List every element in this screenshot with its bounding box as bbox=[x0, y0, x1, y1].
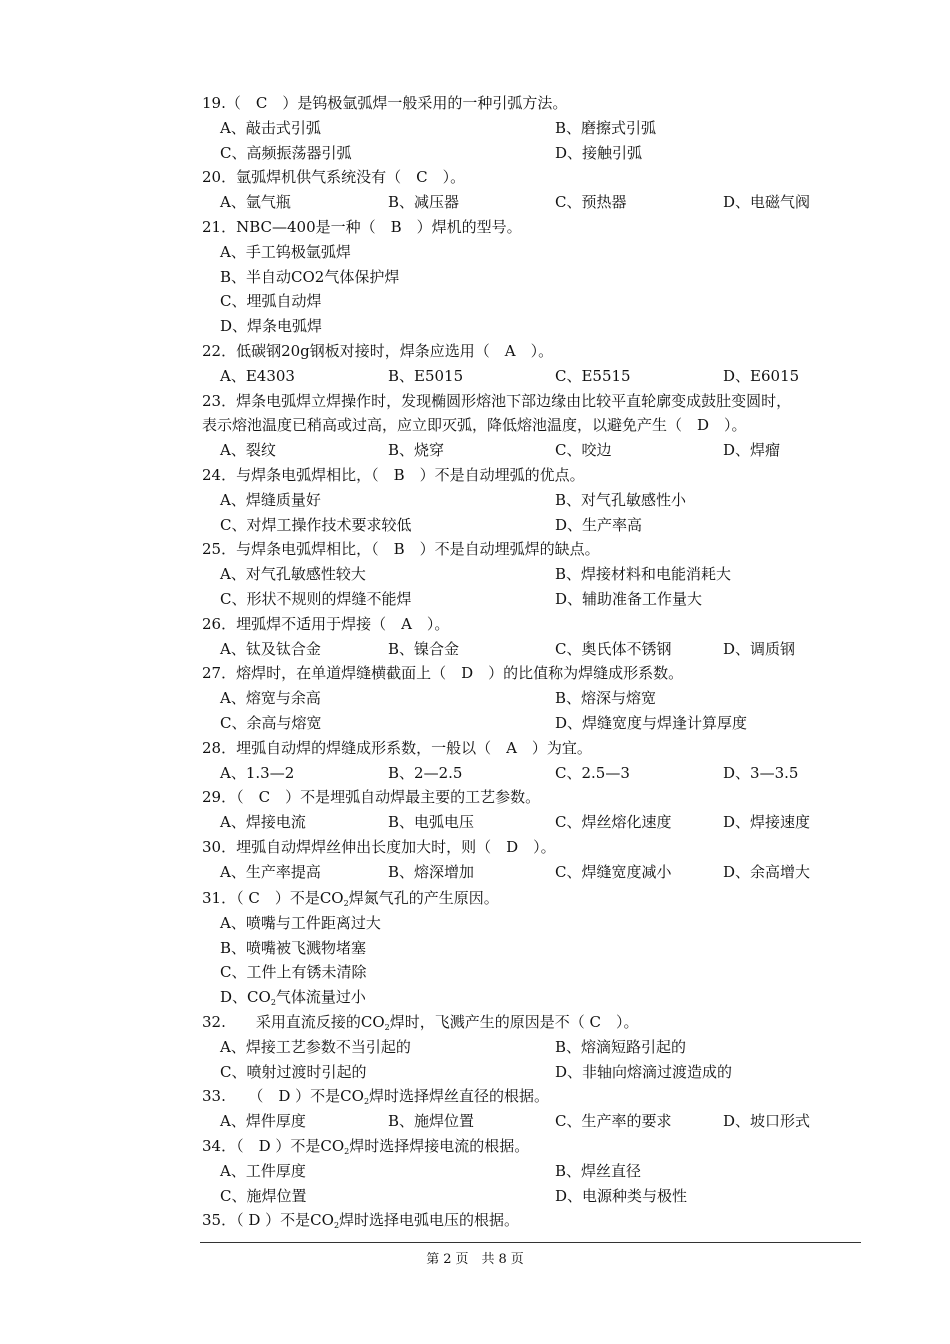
option: B、镍合金 bbox=[388, 639, 460, 658]
question-stem: 26．埋弧焊不适用于焊接（ A ）。 bbox=[202, 614, 450, 633]
option-row bbox=[202, 141, 862, 166]
question-31: 31．（ C ）不是$CO_2$焊氮气孔的产生原因。 bbox=[202, 889, 499, 908]
option-row bbox=[202, 860, 862, 885]
option: C、焊丝熔化速度 bbox=[555, 813, 672, 832]
option: C、高频振荡器引弧 bbox=[220, 143, 352, 162]
option-row bbox=[202, 438, 862, 463]
option: D、焊瘤 bbox=[723, 441, 781, 460]
footer-divider bbox=[200, 1242, 861, 1243]
option: D、辅助准备工作量大 bbox=[555, 589, 703, 608]
option: B、烧穿 bbox=[388, 441, 445, 460]
page-number: 2 bbox=[443, 1252, 452, 1267]
option: D、接触引弧 bbox=[555, 143, 643, 162]
option-row bbox=[202, 488, 862, 513]
option: A、裂纹 bbox=[220, 441, 276, 460]
option: B、2—2.5 bbox=[388, 763, 463, 782]
question-list bbox=[202, 91, 862, 885]
option: B、磨擦式引弧 bbox=[555, 118, 657, 137]
option: A、焊接工艺参数不当引起的 bbox=[220, 1037, 411, 1056]
option: A、生产率提高 bbox=[220, 862, 321, 881]
option: C、工件上有锈未清除 bbox=[220, 963, 367, 982]
option-row bbox=[202, 190, 862, 215]
option: B、电弧电压 bbox=[388, 813, 475, 832]
option: A、焊接电流 bbox=[220, 813, 306, 832]
option-row bbox=[202, 761, 862, 786]
option: A、E4303 bbox=[220, 366, 295, 385]
question-stem: 21．NBC—400是一种（ B ）焊机的型号。 bbox=[202, 217, 522, 236]
option: A、焊件厚度 bbox=[220, 1112, 306, 1131]
question-stem: 29．（ C ）不是埋弧自动焊最主要的工艺参数。 bbox=[202, 788, 541, 807]
option: B、喷嘴被飞溅物堵塞 bbox=[220, 938, 367, 957]
option: B、对气孔敏感性小 bbox=[555, 490, 687, 509]
question-34: 34．（ D ）不是$CO_2$焊时选择焊接电流的根据。 bbox=[202, 1136, 530, 1156]
question-stem: 24．与焊条电弧焊相比，（ B ）不是自动埋弧的优点。 bbox=[202, 465, 585, 484]
option: C、咬边 bbox=[555, 441, 612, 460]
question-33: 33. （ D ）不是$CO_2$焊时选择焊丝直径的根据。 bbox=[202, 1087, 550, 1107]
question-32: 32. 采用直流反接的$CO_2$焊时，飞溅产生的原因是不（ C ）。 bbox=[202, 1012, 639, 1032]
option: C、E5515 bbox=[555, 366, 631, 385]
option: D、电磁气阀 bbox=[723, 193, 811, 212]
option: A、钛及钛合金 bbox=[220, 639, 321, 658]
question-stem: 30．埋弧自动焊焊丝伸出长度加大时，则（ D ）。 bbox=[202, 837, 556, 856]
option: B、E5015 bbox=[388, 366, 464, 385]
question-35: 35．（ D ）不是$CO_2$焊时选择电弧电压的根据。 bbox=[202, 1211, 520, 1231]
question-stem-cont: 表示熔池温度已稍高或过高，应立即灭弧，降低熔池温度，以避免产生（ D ）。 bbox=[202, 416, 747, 435]
option: D、E6015 bbox=[723, 366, 800, 385]
option: B、减压器 bbox=[388, 193, 460, 212]
option-row bbox=[202, 116, 862, 141]
option: C、余高与熔宽 bbox=[220, 713, 322, 732]
option: C、焊缝宽度减小 bbox=[555, 862, 672, 881]
option: A、敲击式引弧 bbox=[220, 118, 321, 137]
question-stem: 23．焊条电弧焊立焊操作时，发现椭圆形熔池下部边缘由比较平直轮廓变成鼓肚变圆时， bbox=[202, 391, 792, 410]
option: B、半自动CO2气体保护焊 bbox=[220, 267, 400, 286]
option: A、工件厚度 bbox=[220, 1161, 306, 1180]
option: D、电源种类与极性 bbox=[555, 1186, 688, 1205]
option-row bbox=[202, 1060, 862, 1085]
option: C、2.5—3 bbox=[555, 763, 630, 782]
option: A、熔宽与余高 bbox=[220, 689, 321, 708]
question-stem: 27．熔焊时，在单道焊缝横截面上（ D ）的比值称为焊缝成形系数。 bbox=[202, 664, 684, 683]
option: D、$CO_2$气体流量过小 bbox=[220, 988, 366, 1008]
option: C、预热器 bbox=[555, 193, 627, 212]
option: A、手工钨极氩弧焊 bbox=[220, 242, 351, 261]
total-pages: 8 bbox=[498, 1252, 507, 1267]
option-row bbox=[202, 587, 862, 612]
option: C、形状不规则的焊缝不能焊 bbox=[220, 589, 412, 608]
option-row bbox=[202, 513, 862, 538]
option-row bbox=[202, 1035, 862, 1060]
option: B、施焊位置 bbox=[388, 1112, 475, 1131]
option: A、对气孔敏感性较大 bbox=[220, 565, 366, 584]
option: B、焊丝直径 bbox=[555, 1161, 642, 1180]
option-row bbox=[202, 1109, 862, 1134]
question-stem: 20．氩弧焊机供气系统没有（ C ）。 bbox=[202, 168, 466, 187]
question-stem: 22．低碳钢20g钢板对接时，焊条应选用（ A ）。 bbox=[202, 341, 554, 360]
question-stem: 28．埋弧自动焊的焊缝成形系数，一般以（ A ）为宜。 bbox=[202, 738, 592, 757]
option: B、熔滴短路引起的 bbox=[555, 1037, 687, 1056]
option: C、生产率的要求 bbox=[555, 1112, 672, 1131]
option: D、调质钢 bbox=[723, 639, 796, 658]
option: C、喷射过渡时引起的 bbox=[220, 1062, 367, 1081]
option-row bbox=[202, 810, 862, 835]
question-stem: 19.（ C ）是钨极氩弧焊一般采用的一种引弧方法。 bbox=[202, 94, 568, 112]
option: C、对焊工操作技术要求较低 bbox=[220, 515, 412, 534]
question-stem: 25．与焊条电弧焊相比，（ B ）不是自动埋弧焊的缺点。 bbox=[202, 540, 600, 559]
option: A、氩气瓶 bbox=[220, 193, 291, 212]
page-footer: 第 2 页 共 8 页 bbox=[426, 1252, 524, 1267]
option: B、焊接材料和电能消耗大 bbox=[555, 565, 732, 584]
option: D、焊缝宽度与焊逢计算厚度 bbox=[555, 713, 748, 732]
option: A、1.3—2 bbox=[220, 763, 295, 782]
option: C、奥氏体不锈钢 bbox=[555, 639, 672, 658]
option: A、喷嘴与工件距离过大 bbox=[220, 913, 381, 932]
option-row bbox=[202, 711, 862, 736]
option-row bbox=[202, 637, 862, 662]
option-row bbox=[202, 686, 862, 711]
option: D、焊条电弧焊 bbox=[220, 317, 323, 336]
option: B、熔深与熔宽 bbox=[555, 689, 657, 708]
option: D、焊接速度 bbox=[723, 813, 811, 832]
option: D、余高增大 bbox=[723, 862, 811, 881]
option: C、埋弧自动焊 bbox=[220, 292, 322, 311]
option: D、3—3.5 bbox=[723, 763, 799, 782]
option-row bbox=[202, 1159, 862, 1184]
option: A、焊缝质量好 bbox=[220, 490, 321, 509]
option: D、坡口形式 bbox=[723, 1112, 811, 1131]
option: B、熔深增加 bbox=[388, 862, 475, 881]
option-row bbox=[202, 562, 862, 587]
option: D、生产率高 bbox=[555, 515, 643, 534]
option: D、非轴向熔滴过渡造成的 bbox=[555, 1062, 733, 1081]
option: C、施焊位置 bbox=[220, 1186, 307, 1205]
option-row bbox=[202, 364, 862, 389]
option-row bbox=[202, 1184, 862, 1209]
